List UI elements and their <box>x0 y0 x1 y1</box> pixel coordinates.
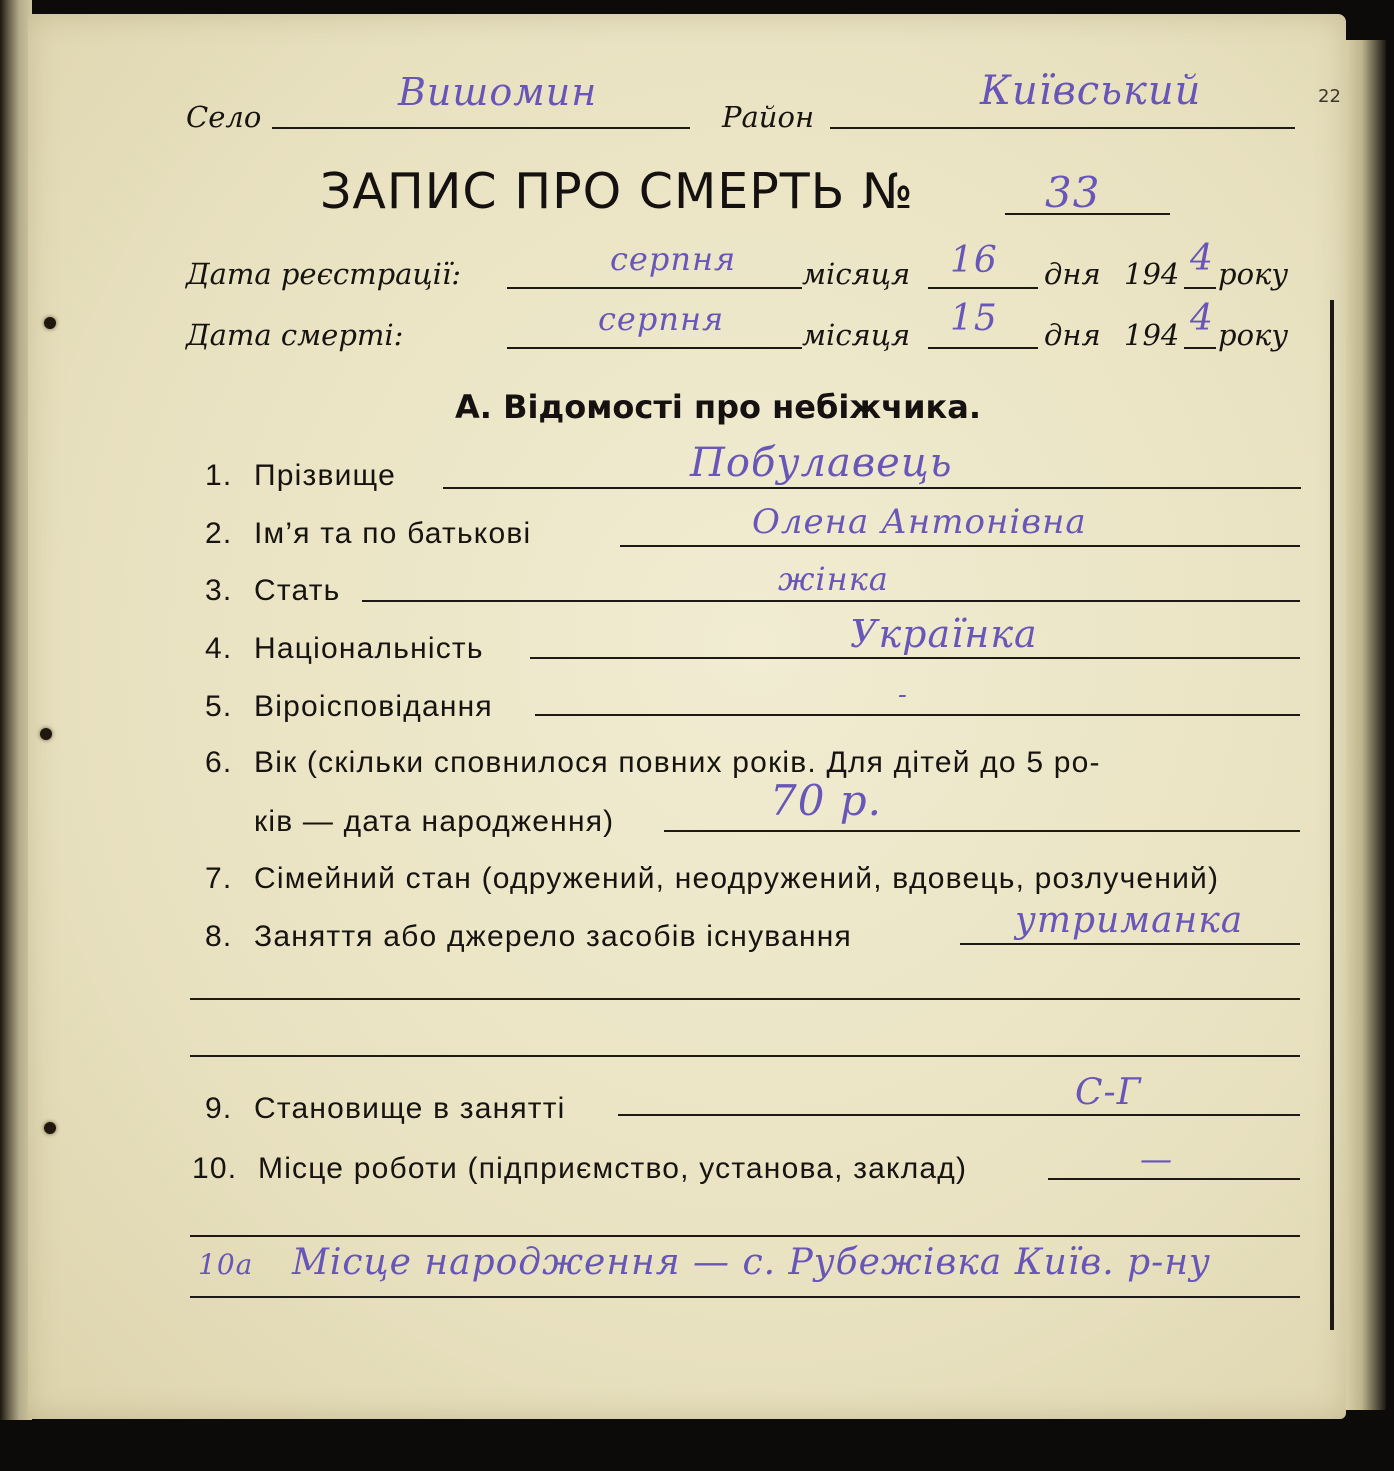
punch-hole <box>40 728 52 740</box>
field-number: 1. <box>205 459 233 492</box>
page-title: ЗАПИС ПРО СМЕРТЬ № <box>320 163 914 220</box>
page-edge <box>1346 40 1386 1410</box>
employment-status-value: С-Г <box>1075 1072 1142 1113</box>
religion-label: Віроісповідання <box>254 690 493 723</box>
marital-status-label: Сімейний стан (одружений, неодружений, вдовець, розлучений) <box>254 862 1220 895</box>
field-number: 6. <box>205 746 233 779</box>
field-number: 7. <box>205 862 233 895</box>
field-number: 4. <box>205 632 233 665</box>
month-word: місяця <box>802 318 911 352</box>
month-word: місяця <box>802 257 911 291</box>
nationality-value: Українка <box>850 612 1038 656</box>
sex-value: жінка <box>778 560 889 598</box>
occupation-label: Заняття або джерело засобів існування <box>254 920 852 953</box>
year-prefix: 194 <box>1124 318 1180 352</box>
page-number: 22 <box>1318 86 1341 107</box>
village-label: Село <box>186 100 262 134</box>
religion-value: - <box>898 680 908 710</box>
registration-day: 16 <box>950 240 998 281</box>
death-date-label: Дата смерті: <box>186 318 404 352</box>
death-year-digit: 4 <box>1190 298 1214 339</box>
margin-rule <box>1330 300 1334 1330</box>
village-value: Вишомин <box>398 70 598 114</box>
death-month: серпня <box>598 300 725 338</box>
field-number: 9. <box>205 1092 233 1125</box>
employment-status-label: Становище в занятті <box>254 1092 566 1125</box>
workplace-label: Місце роботи (підприємство, установа, заклад) <box>258 1152 968 1185</box>
nationality-label: Національність <box>254 632 484 665</box>
field-number: 2. <box>205 517 233 550</box>
death-day: 15 <box>950 298 998 339</box>
workplace-value: — <box>1140 1140 1173 1178</box>
occupation-value: утриманка <box>1015 900 1244 941</box>
registration-date-label: Дата реєстрації: <box>186 257 461 291</box>
field-number: 3. <box>205 574 233 607</box>
year-prefix: 194 <box>1124 257 1180 291</box>
surname-value: Побулавець <box>690 440 953 486</box>
district-value: Київський <box>980 68 1202 114</box>
name-patronymic-label: Ім’я та по батькові <box>254 517 532 550</box>
section-heading: А. Відомості про небіжчика. <box>455 388 981 426</box>
record-number: 33 <box>1045 168 1101 217</box>
field-number: 10. <box>192 1152 238 1185</box>
extra-prefix: 10а <box>198 1248 254 1281</box>
age-value: 70 р. <box>770 776 883 825</box>
surname-label: Прізвище <box>254 459 396 492</box>
birthplace-note: Місце народження — с. Рубежівка Київ. р-ну <box>292 1242 1211 1283</box>
registration-month: серпня <box>610 240 737 278</box>
day-word: дня <box>1044 318 1101 352</box>
age-label-continued: ків — дата народження) <box>254 805 615 838</box>
registration-year-digit: 4 <box>1190 238 1214 279</box>
day-word: дня <box>1044 257 1101 291</box>
sex-label: Стать <box>254 574 341 607</box>
year-word: року <box>1218 318 1289 352</box>
district-label: Район <box>722 100 815 134</box>
punch-hole <box>44 317 56 329</box>
field-number: 5. <box>205 690 233 723</box>
field-number: 8. <box>205 920 233 953</box>
age-label: Вік (скільки сповнилося повних років. Для дітей до 5 ро- <box>254 746 1101 779</box>
punch-hole <box>44 1122 56 1134</box>
name-patronymic-value: Олена Антонівна <box>752 502 1087 542</box>
year-word: року <box>1218 257 1289 291</box>
